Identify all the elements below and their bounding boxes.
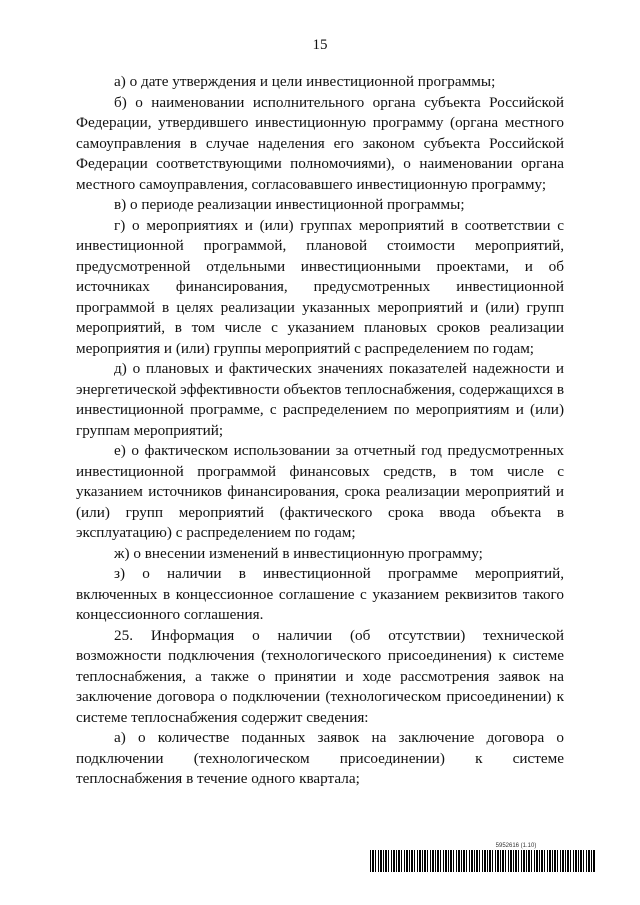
paragraph-v-program-period: в) о периоде реализации инвестиционной программы;	[114, 196, 465, 213]
document-body	[76, 72, 564, 790]
page-number: 15	[312, 37, 328, 53]
paragraph-d-indicators: д) о плановых и фактических значениях показателей надежности и энергетической эффективности объектов теплоснабжения, содержащихся в инвестиционной программе, с распределением по мероприятиям и (или) группам мероприятий;	[76, 360, 564, 439]
paragraph-a-approval-date: а) о дате утверждения и цели инвестиционной программы;	[114, 73, 496, 90]
paragraph-zh-program-changes: ж) о внесении изменений в инвестиционную программу;	[114, 544, 483, 562]
paragraph-g-activities: г) о мероприятиях и (или) группах мероприятий в соответствии с инвестиционной программой, плановой стоимости мероприятий, предусмотренной отдельными инвестиционными проектами, и об источниках финансирования, предусмотренных инвестиционной программой в целях реализации указанных мероприятий и (или) групп мероприятий, в том числе с указанием плановых сроков реализации мероприятия и (или) группы мероприятий с распределением по годам;	[76, 216, 564, 357]
paragraph-z-concession: з) о наличии в инвестиционной программе мероприятий, включенных в концессионное соглашение с указанием реквизитов такого концессионного соглашения.	[76, 565, 564, 623]
paragraph-25-connection-info: 25. Информация о наличии (об отсутствии) технической возможности подключения (технологического присоединения) к системе теплоснабжения, а также о принятии и ходе рассмотрения заявок на заключение договора о подключении (технологическом присоединении) к системе теплоснабжения содержит сведения:	[76, 626, 564, 726]
paragraph-e-actual-funds: е) о фактическом использовании за отчетный год предусмотренных инвестиционной программой финансовых средств, в том числе с указанием источников финансирования, срока реализации мероприятий и (или) групп мероприятий (фактического срока ввода объекта в эксплуатацию) с распределением по годам;	[76, 442, 564, 541]
document-code: 5952616 (1.10)	[495, 843, 537, 849]
paragraph-a-submitted-requests: а) о количестве поданных заявок на заключение договора о подключении (технологическом присоединении) к системе теплоснабжения в течение одного квартала;	[76, 729, 564, 787]
paragraph-b-executive-body: б) о наименовании исполнительного органа субъекта Российской Федерации, утвердившего инвестиционную программу (органа местного самоуправления в случае наделения его законом субъекта Российской Федерации соответствующими полномочиями), о наименовании органа местного самоуправления, согласовавшего инвестиционную программу;	[76, 93, 564, 193]
barcode-image	[370, 850, 596, 872]
